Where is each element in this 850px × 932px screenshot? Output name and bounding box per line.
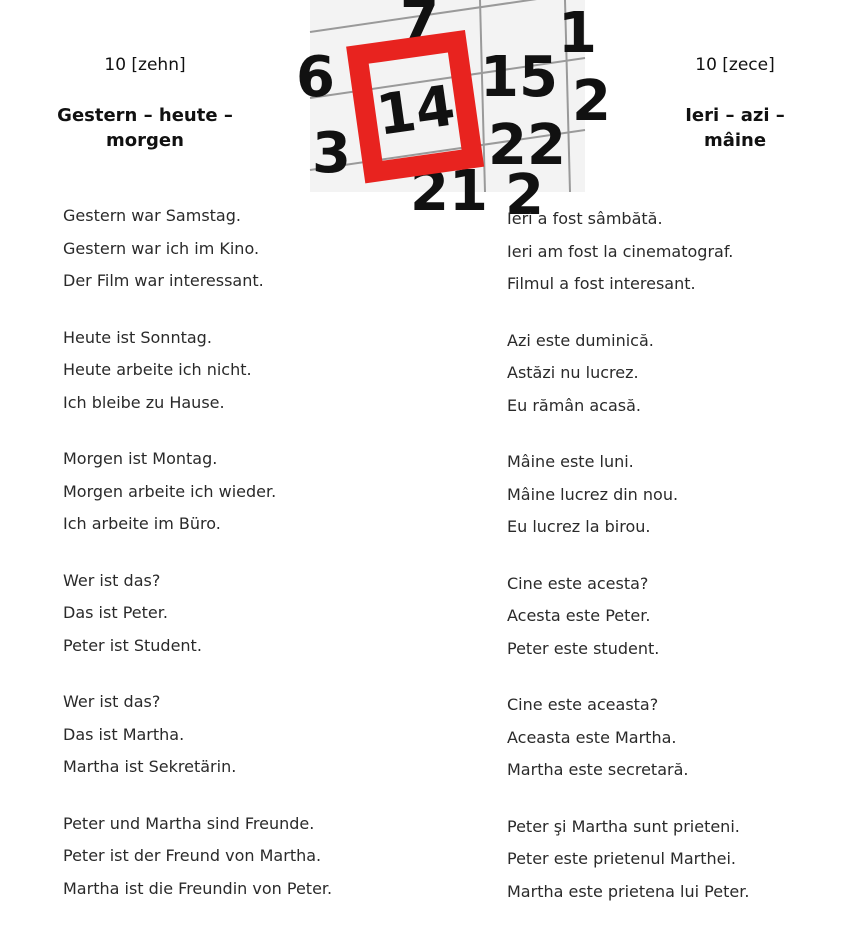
romanian-sentence: Mâine este luni.: [507, 452, 634, 471]
romanian-sentence: Peter este prietenul Marthei.: [507, 849, 737, 868]
romanian-sentence: Ieri a fost sâmbătă.: [507, 209, 663, 228]
german-sentence: Gestern war Samstag.: [63, 206, 241, 225]
romanian-sentence: Ieri am fost la cinematograf.: [507, 241, 734, 261]
german-title-line-2: morgen: [106, 130, 184, 151]
calendar-digit: 15: [480, 45, 558, 110]
german-sentence: Heute ist Sonntag.: [63, 327, 212, 347]
romanian-title-line-2: mâine: [703, 130, 767, 151]
romanian-sentence: Peter este student.: [507, 638, 660, 658]
german-sentence: Heute arbeite ich nicht.: [63, 360, 252, 379]
romanian-sentence: Eu rămân acasă.: [507, 395, 641, 415]
romanian-sentence: Eu lucrez la birou.: [507, 517, 651, 536]
calendar-digit: 2: [505, 163, 544, 228]
romanian-lesson-title: [630, 103, 840, 153]
romanian-sentence: Peter şi Martha sunt prieteni.: [507, 816, 740, 836]
german-sentence: Peter ist der Freund von Martha.: [63, 846, 322, 865]
romanian-sentence: Aceasta este Martha.: [507, 727, 677, 747]
german-group: [63, 443, 443, 541]
german-sentence: Der Film war interessant.: [63, 271, 264, 290]
german-lesson-title: [40, 103, 250, 153]
german-sentence: Das ist Martha.: [63, 724, 185, 744]
romanian-sentence: Martha este prietena lui Peter.: [507, 881, 750, 901]
calendar-digit: 21: [410, 159, 488, 224]
german-group: [63, 322, 443, 420]
german-sentence: Wer ist das?: [63, 570, 161, 590]
romanian-sentence: Astăzi nu lucrez.: [507, 363, 639, 382]
romanian-sentence: Cine este aceasta?: [507, 695, 659, 714]
german-group: [63, 565, 443, 663]
romanian-lesson-number: 10 [zece]: [695, 55, 775, 75]
calendar-digit: 3: [312, 121, 351, 186]
calendar-digit: 2: [572, 69, 611, 134]
calendar-highlight-digit: 14: [372, 73, 459, 149]
german-sentence: Martha ist die Freundin von Peter.: [63, 878, 333, 898]
romanian-sentence: Acesta este Peter.: [507, 606, 651, 625]
romanian-group: [507, 689, 837, 787]
german-sentence: Morgen arbeite ich wieder.: [63, 481, 277, 501]
german-title-line-1: Gestern – heute –: [57, 105, 233, 126]
german-lesson-number: 10 [zehn]: [104, 55, 186, 75]
german-group: [63, 808, 443, 906]
german-sentence: Martha ist Sekretärin.: [63, 757, 237, 776]
german-sentence: Morgen ist Montag.: [63, 449, 218, 468]
german-sentence: Ich bleibe zu Hause.: [63, 392, 225, 412]
romanian-group: [507, 325, 837, 423]
german-sentence: Peter ist Student.: [63, 635, 202, 655]
german-group: [63, 200, 443, 298]
romanian-sentence: Filmul a fost interesant.: [507, 274, 696, 293]
calendar-digit: 1: [558, 1, 597, 66]
german-column: [63, 200, 443, 929]
romanian-group: [507, 811, 837, 909]
romanian-column: [507, 203, 837, 932]
german-sentence: Wer ist das?: [63, 692, 161, 711]
romanian-sentence: Martha este secretară.: [507, 760, 689, 779]
german-sentence: Peter und Martha sind Freunde.: [63, 813, 315, 833]
romanian-sentence: Cine este acesta?: [507, 573, 649, 593]
romanian-sentence: Azi este duminică.: [507, 330, 654, 350]
german-sentence: Gestern war ich im Kino.: [63, 238, 260, 258]
romanian-group: [507, 446, 837, 544]
calendar-digit: 7: [400, 0, 439, 54]
romanian-title-line-1: Ieri – azi –: [685, 105, 785, 126]
romanian-sentence: Mâine lucrez din nou.: [507, 484, 679, 504]
romanian-group: [507, 568, 837, 666]
romanian-group: [507, 203, 837, 301]
german-sentence: Ich arbeite im Büro.: [63, 514, 221, 533]
german-group: [63, 686, 443, 784]
german-sentence: Das ist Peter.: [63, 603, 168, 622]
calendar-digit: 6: [296, 45, 335, 110]
calendar-digit: 22: [488, 113, 566, 178]
